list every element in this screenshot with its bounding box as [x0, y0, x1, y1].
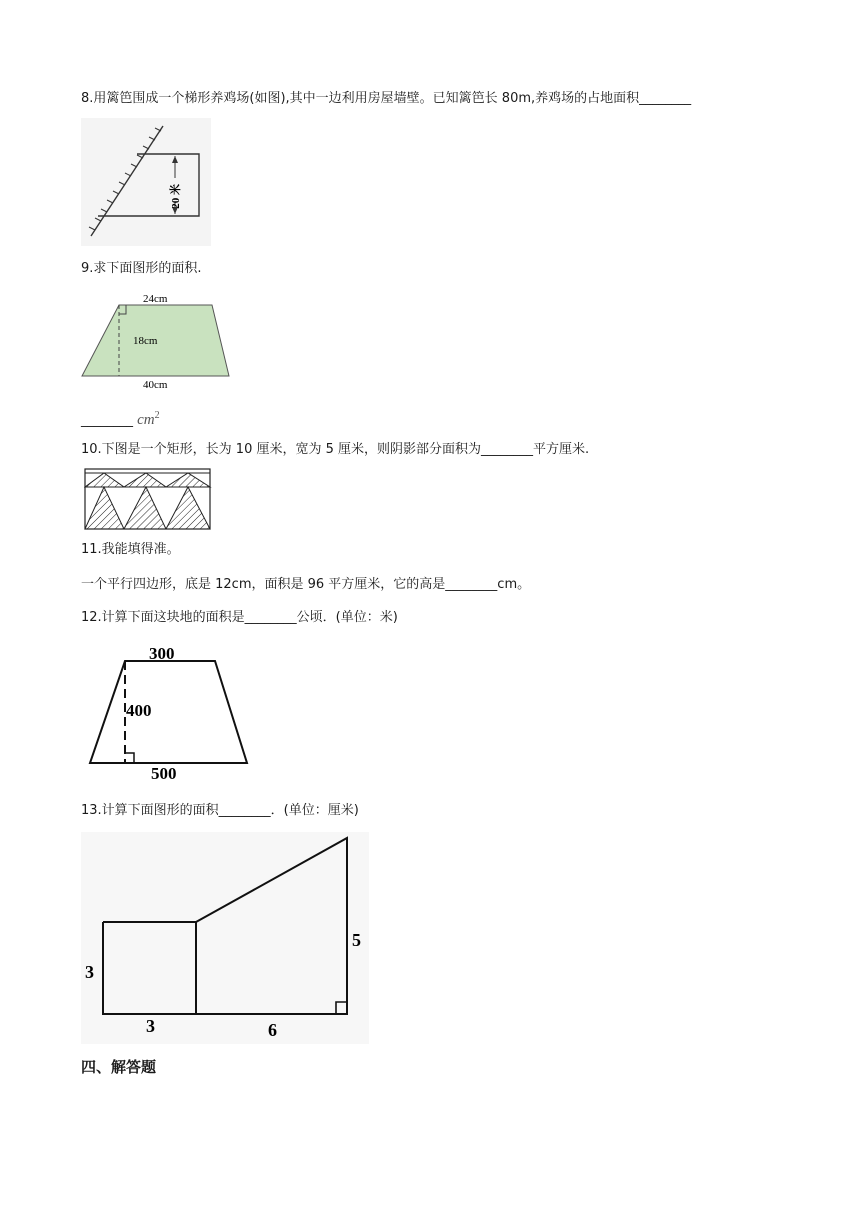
question-13-right-label: 5: [352, 930, 361, 950]
question-9-figure: [81, 290, 231, 390]
question-13-bottom-left-label: 3: [146, 1016, 155, 1036]
question-13-figure: [81, 832, 369, 1044]
question-12-text: 12.计算下面这块地的面积是________公顷．(单位：米): [81, 610, 398, 625]
question-8-dimension-label: 20 米: [170, 184, 182, 209]
question-9-height-label: 18cm: [133, 335, 158, 347]
question-9-bottom-label: 40cm: [143, 379, 168, 390]
question-12-bottom-label: 500: [151, 764, 177, 782]
question-11-title: 11.我能填得准。: [81, 542, 180, 557]
question-12-height-label: 400: [126, 701, 152, 720]
question-8-text: 8.用篱笆围成一个梯形养鸡场(如图),其中一边利用房屋墙壁。已知篱笆长 80m,养鸡场的占地面积________: [81, 91, 692, 106]
question-13-text: 13.计算下面图形的面积________．(单位：厘米): [81, 803, 359, 818]
question-9-text: 9.求下面图形的面积.: [81, 261, 202, 276]
question-10-text: 10.下图是一个矩形，长为 10 厘米，宽为 5 厘米，则阴影部分面积为________平方厘米.: [81, 442, 590, 457]
question-13-bottom-right-label: 6: [268, 1020, 277, 1040]
question-9-unit: $cm^2$: [137, 410, 160, 428]
question-10-figure: [84, 468, 212, 530]
question-8-figure: [81, 118, 211, 246]
question-9-answer: [81, 407, 160, 430]
question-11-text: 一个平行四边形，底是 12cm，面积是 96 平方厘米，它的高是________cm。: [81, 577, 531, 592]
question-9-top-label: 24cm: [143, 293, 168, 305]
question-12-top-label: 300: [149, 644, 175, 663]
section-heading: 四、解答题: [81, 1058, 157, 1076]
question-12-figure: [84, 642, 254, 782]
question-13-left-label: 3: [85, 962, 94, 982]
question-9-answer-blank: ________: [81, 413, 133, 428]
